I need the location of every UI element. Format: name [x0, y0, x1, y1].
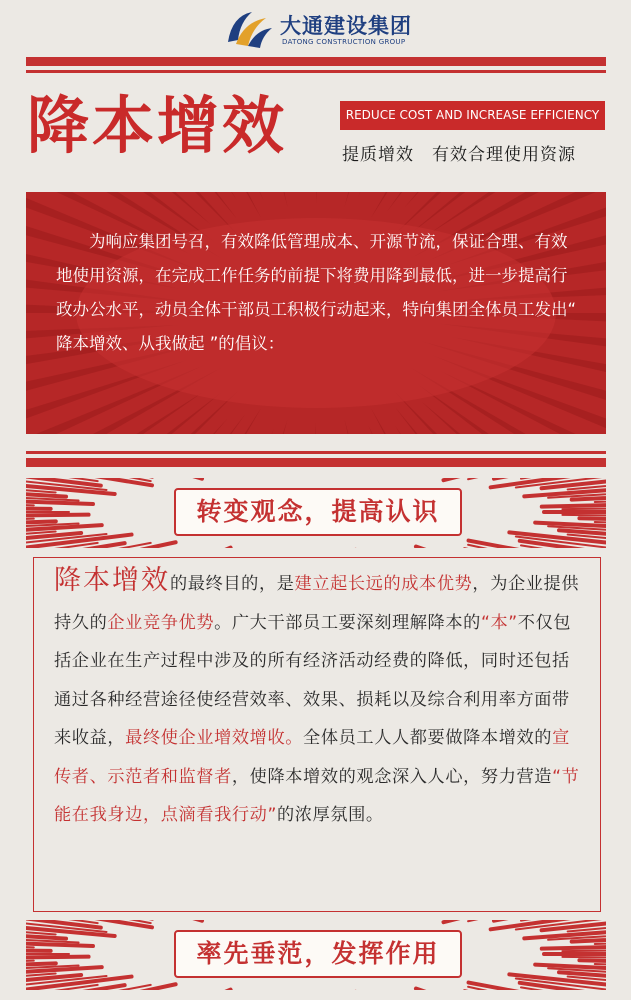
burst-ray	[26, 192, 237, 200]
intro-panel	[26, 192, 606, 434]
section1-body-text	[54, 562, 584, 835]
highlight-phrase: 宣传者、示范者和监督者	[54, 728, 570, 787]
burst-ray	[395, 426, 606, 434]
burst-ray	[108, 419, 287, 434]
band-ray	[468, 920, 596, 921]
highlight-phrase: 最终使企业增效增收。	[125, 728, 304, 748]
intro-divider-thin	[26, 451, 606, 454]
band-ray	[26, 507, 51, 508]
burst-ray	[358, 192, 581, 196]
band-ray	[26, 949, 51, 950]
text-run: ，为企业提供持久的	[54, 574, 580, 633]
highlight-phrase: “节能在我身边，点滴看我行动”	[54, 766, 580, 825]
text-run: 的浓厚氛围。	[276, 805, 384, 825]
band-ray	[26, 515, 89, 517]
band-ray	[443, 478, 519, 480]
text-run: 。广大干部员工要深刻理解降本的	[214, 612, 481, 633]
hero-title: 降本增效	[27, 89, 288, 162]
burst-ray	[316, 192, 343, 203]
band-ray	[542, 946, 606, 949]
band-ray	[468, 478, 596, 479]
hero-english-badge: REDUCE COST AND INCREASE EFFICIENCY	[340, 101, 605, 130]
band-ray	[542, 504, 606, 507]
section1-heading-band	[26, 478, 606, 548]
company-logo-icon	[222, 6, 274, 52]
section2-heading-band	[26, 920, 606, 990]
intro-divider-thick	[26, 458, 606, 467]
band-ray	[26, 957, 89, 959]
text-run: 全体员工人人都要做降本增效的	[303, 728, 553, 748]
top-divider-thick	[26, 57, 606, 66]
band-ray	[443, 920, 519, 922]
top-divider-thin	[26, 70, 606, 73]
lead-keyword: 降本增效	[54, 565, 170, 596]
burst-ray	[344, 192, 523, 207]
brand-name: 大通建设集团	[280, 14, 412, 38]
intro-paragraph: 为响应集团号召，有效降低管理成本、开源节流，保证合理、有效地使用资源，在完成工作任务的前提下将费用降到最低，进一步提高行政办公水平，动员全体干部员工积极行动起来，特向集团全体员工发出“ 降本增效、从我做起 ”的倡议：	[56, 232, 577, 353]
burst-ray	[289, 423, 316, 434]
text-run: 不仅包括企业在生产过程中涉及的所有经济活动经费的降低，同时还包括通过各种经营途径使经营效率、效果、损耗以及综合利用率方面带来收益，	[54, 612, 572, 748]
brand-logo	[222, 6, 422, 52]
text-run: ，使降本增效的观念深入人心，努力营造	[231, 766, 553, 787]
highlight-phrase: 企业竞争优势	[107, 612, 215, 633]
brand-name-en: DATONG CONSTRUCTION GROUP	[282, 38, 406, 46]
section1-paragraph	[54, 562, 584, 835]
text-run: 的最终目的，是	[170, 574, 295, 594]
section2-heading: 率先垂范，发挥作用	[196, 939, 440, 968]
highlight-phrase: “本”	[480, 612, 518, 633]
band-ray	[416, 547, 501, 548]
burst-ray	[51, 430, 274, 434]
hero-subtitle: 提质增效 有效合理使用资源	[342, 145, 576, 165]
highlight-phrase: 建立起长远的成本优势	[294, 574, 473, 594]
intro-text-block	[56, 225, 582, 361]
section1-heading: 转变观念，提高认识	[196, 497, 440, 526]
band-ray	[416, 989, 501, 990]
